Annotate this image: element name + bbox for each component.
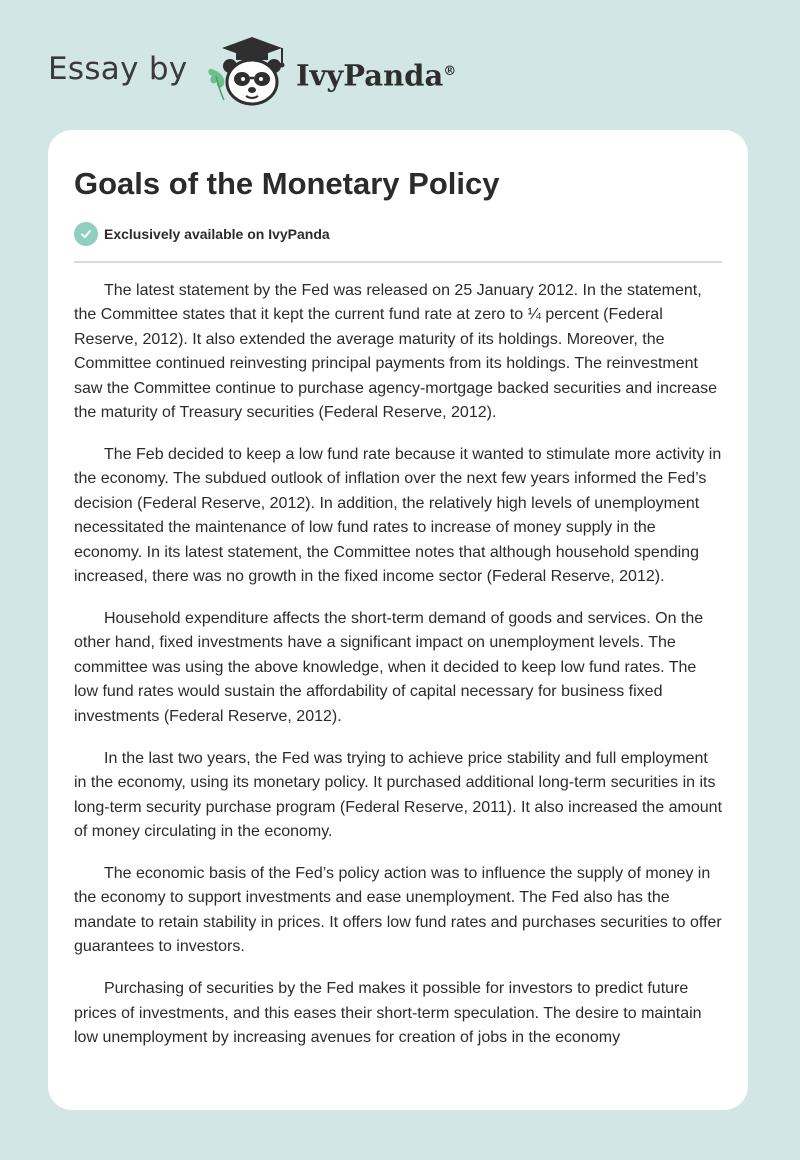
essay-by-label: Essay by [48,51,188,87]
registered-mark: ® [443,64,457,79]
paragraph: The latest statement by the Fed was released on 25 January 2012. In the statement, the Committee states that it kept the current fund rate at zero to ¼ percent (Federal Reserve, 2012). It also extended the average maturity of its holdings. Moreover, the Committee continued reinvesting principal payments from its holdings. The reinvestment saw the Committee continue to purchase agency-mortgage backed securities and increase the maturity of Treasury securities (Federal Reserve, 2012). [74,282,718,422]
panda-graduate-logo[interactable] [200,34,294,110]
page-title: Goals of the Monetary Policy [74,166,500,201]
paragraph: Purchasing of securities by the Fed makes it possible for investors to predict future prices of investments, and this eases their short-term speculation. The desire to maintain low unemployment by increasing avenues for creation of jobs in the economy [74,980,702,1046]
paragraph: Household expenditure affects the short-term demand of goods and services. On the other hand, fixed investments have a significant impact on unemployment levels. The committee was using the above knowledge, when it decided to keep low fund rates. The low fund rates would sustain the affordability of capital necessary for business fixed investments (Federal Reserve, 2012). [74,610,704,725]
exclusive-badge [74,222,330,246]
check-icon [74,222,98,246]
exclusive-label: Exclusively available on IvyPanda [104,226,330,242]
paragraph: In the last two years, the Fed was trying to achieve price stability and full employment in the economy, using its monetary policy. It purchased additional long-term securities in its long-term security purchase program (Federal Reserve, 2011). It also increased the amount of money circulating in the economy. [74,749,723,840]
ivy-leaf-icon [208,69,224,100]
essay-card [48,130,748,1110]
brand-name-text: IvyPanda [296,58,444,93]
essay-body [74,279,724,1068]
paragraph: The economic basis of the Fed’s policy action was to influence the supply of money in the economy to support investments and ease unemployment. The Fed also has the mandate to retain stability in prices. It offers low fund rates and purchases securities to offer guarantees to investors. [74,864,722,956]
title-divider [74,261,722,263]
paragraph: The Feb decided to keep a low fund rate because it wanted to stimulate more activity in the economy. The subdued outlook of inflation over the next few years informed the Fed’s decision (Federal Reserve, 2012). In addition, the relatively high levels of unemployment necessitated the maintenance of low fund rates to increase of money supply in the economy. In its latest statement, the Committee notes that although household spending increased, there was no growth in the fixed income sector (Federal Reserve, 2012). [74,446,722,586]
brand-name[interactable] [296,52,456,96]
site-header [0,0,800,130]
